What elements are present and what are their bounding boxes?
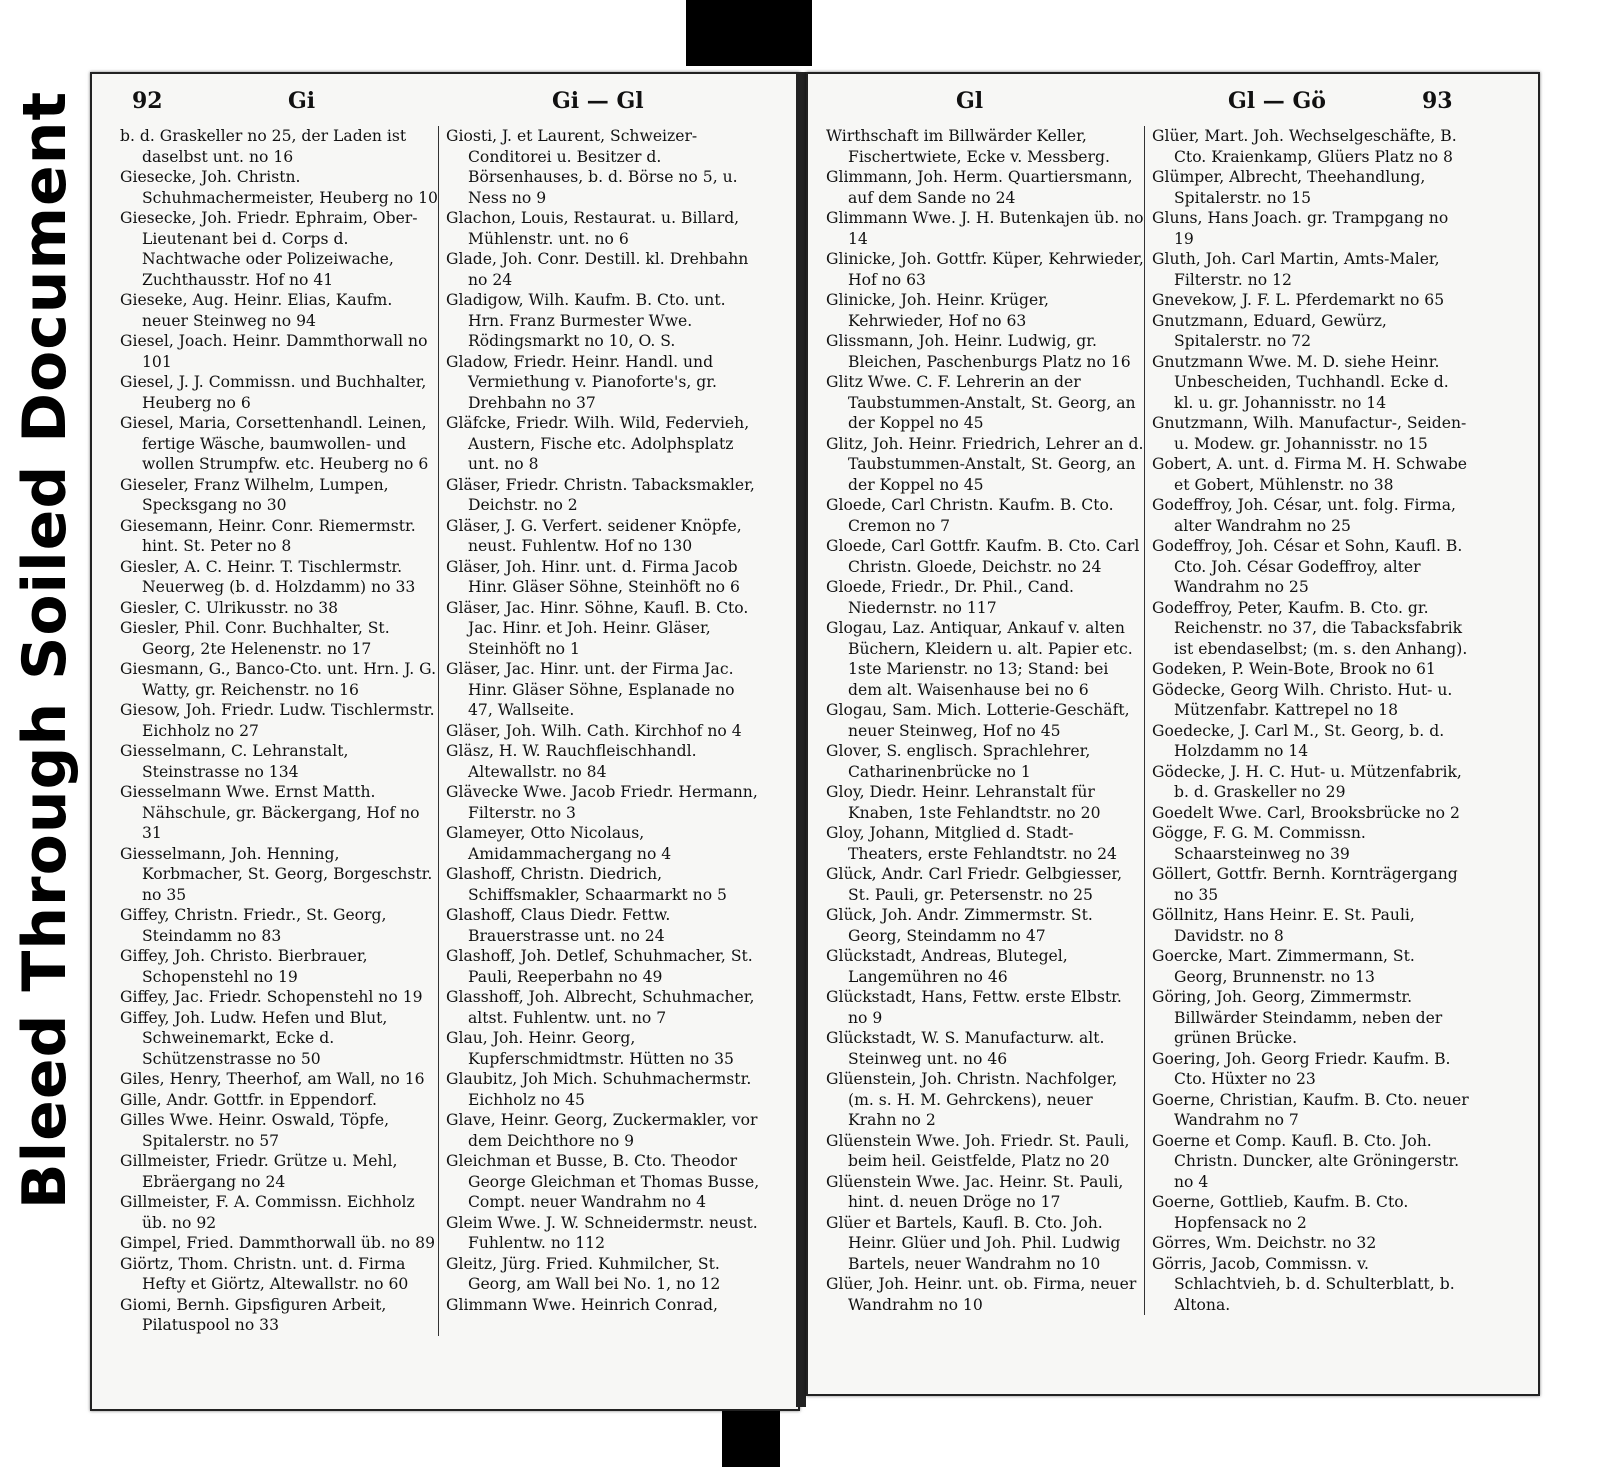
directory-entry: Glückstadt, Andreas, Blutegel, Langemühren no 46 [826, 947, 1068, 986]
directory-entry: Glückstadt, W. S. Manufacturw. alt. Steinweg unt. no 46 [826, 1029, 1105, 1068]
directory-entry: Glashoff, Christn. Diedrich, Schiffsmakler, Schaarmarkt no 5 [446, 865, 727, 904]
right-page [806, 72, 1540, 1396]
directory-entry: Gloede, Carl Christn. Kaufm. B. Cto. Cremon no 7 [826, 496, 1114, 535]
directory-entry: Glinicke, Joh. Gottfr. Küper, Kehrwieder, Hof no 63 [826, 250, 1144, 289]
directory-entry: Glimmann, Joh. Herm. Quartiersmann, auf dem Sande no 24 [826, 168, 1133, 207]
directory-entry: Giesel, J. J. Commissn. und Buchhalter, Heuberg no 6 [120, 373, 427, 412]
directory-entry: Giesecke, Joh. Friedr. Ephraim, Ober-Lieutenant bei d. Corps d. Nachtwache oder Polizeiwache, Zuchthausstr. Hof no 41 [120, 209, 418, 289]
directory-entry: Gödecke, J. H. C. Hut- u. Mützenfabrik, b. d. Graskeller no 29 [1152, 762, 1462, 801]
directory-entry: Godeffroy, Joh. César et Sohn, Kaufl. B. Cto. Joh. César Godeffroy, alter Wandrahm no 25 [1152, 537, 1463, 596]
directory-entry: Glasshoff, Joh. Albrecht, Schuhmacher, altst. Fuhlentw. unt. no 7 [446, 988, 755, 1027]
directory-entry: Gobert, A. unt. d. Firma M. H. Schwabe et Gobert, Mühlenstr. no 38 [1152, 455, 1468, 494]
directory-entry: Goerne et Comp. Kaufl. B. Cto. Joh. Christn. Duncker, alte Gröningerstr. no 4 [1152, 1131, 1460, 1191]
directory-entry: Gögge, F. G. M. Commissn. Schaarsteinweg no 39 [1152, 824, 1366, 863]
directory-entry: Gilles Wwe. Heinr. Oswald, Töpfe, Spitalerstr. no 57 [120, 1111, 390, 1150]
directory-entry: Gläser, Joh. Hinr. unt. d. Firma Jacob Hinr. Gläser Söhne, Steinhöft no 6 [446, 557, 740, 596]
directory-entry: Glüer, Joh. Heinr. unt. ob. Firma, neuer Wandrahm no 10 [826, 1275, 1137, 1314]
running-head-right-center: Gl [956, 88, 984, 114]
page-number-left: 92 [132, 88, 163, 114]
directory-entry: Godeffroy, Joh. César, unt. folg. Firma, alter Wandrahm no 25 [1152, 496, 1456, 535]
directory-entry: Gillmeister, F. A. Commissn. Eichholz üb. no 92 [120, 1193, 415, 1232]
directory-entry: Glüer et Bartels, Kaufl. B. Cto. Joh. Heinr. Glüer und Joh. Phil. Ludwig Bartels, neuer Wandrahm no 10 [826, 1213, 1121, 1273]
directory-entry: Glüer, Mart. Joh. Wechselgeschäfte, B. Cto. Kraienkamp, Glüers Platz no 8 [1152, 127, 1457, 166]
directory-entry: Gluns, Hans Joach. gr. Trampgang no 19 [1152, 209, 1449, 248]
directory-entry: Giosti, J. et Laurent, Schweizer-Conditorei u. Besitzer d. Börsenhauses, b. d. Börse no 5, u. Ness no 9 [446, 127, 738, 207]
directory-entry: Göring, Joh. Georg, Zimmermstr. Billwärder Steindamm, neben der grünen Brücke. [1152, 988, 1443, 1047]
directory-entry: Giesmann, G., Banco-Cto. unt. Hrn. J. G. Watty, gr. Reichenstr. no 16 [120, 660, 437, 699]
directory-entry: Gladigow, Wilh. Kaufm. B. Cto. unt. Hrn. Franz Burmester Wwe. Rödingsmarkt no 10, O. S. [446, 291, 726, 350]
directory-entry: Goercke, Mart. Zimmermann, St. Georg, Brunnenstr. no 13 [1152, 947, 1415, 986]
running-head-left: Gi [288, 88, 316, 114]
directory-entry: Glimmann Wwe. Heinrich Conrad, [446, 1295, 718, 1314]
directory-entry: Glävecke Wwe. Jacob Friedr. Hermann, Filterstr. no 3 [446, 783, 758, 822]
directory-entry: Gnutzmann Wwe. M. D. siehe Heinr. Unbescheiden, Tuchhandl. Ecke d. kl. u. gr. Johannisstr. no 14 [1152, 352, 1449, 412]
directory-entry: Glogau, Laz. Antiquar, Ankauf v. alten Büchern, Kleidern u. alt. Papier etc. 1ste Marienstr. no 13; Stand: bei dem alt. Waisenhause bei no 6 [826, 619, 1133, 699]
directory-entry: Glameyer, Otto Nicolaus, Amidammachergang no 4 [446, 824, 672, 863]
directory-entry: Giesler, A. C. Heinr. T. Tischlermstr. Neuerweg (b. d. Holzdamm) no 33 [120, 557, 416, 596]
directory-entry: Glogau, Sam. Mich. Lotterie-Geschäft, neuer Steinweg, Hof no 45 [826, 701, 1130, 740]
directory-entry: Giesow, Joh. Friedr. Ludw. Tischlermstr. Eichholz no 27 [120, 701, 435, 740]
directory-entry: Gladow, Friedr. Heinr. Handl. und Vermiethung v. Pianoforte's, gr. Drehbahn no 37 [446, 352, 717, 412]
directory-entry: Gläser, Jac. Hinr. Söhne, Kaufl. B. Cto. Jac. Hinr. et Joh. Heinr. Gläser, Steinhöft no 1 [446, 598, 749, 658]
directory-entry: Gluth, Joh. Carl Martin, Amts-Maler, Filterstr. no 12 [1152, 250, 1440, 289]
directory-entry: Gläser, J. G. Verfert. seidener Knöpfe, neust. Fuhlentw. Hof no 130 [446, 516, 742, 555]
directory-entry: Godeffroy, Peter, Kaufm. B. Cto. gr. Reichenstr. no 37, die Tabacksfabrik ist ebendaselbst; (m. s. den Anhang). [1152, 598, 1468, 658]
directory-entry: Goerne, Gottlieb, Kaufm. B. Cto. Hopfensack no 2 [1152, 1193, 1409, 1232]
directory-entry: Giesselmann, C. Lehranstalt, Steinstrasse no 134 [120, 742, 349, 781]
directory-entry: Giesler, C. Ulrikusstr. no 38 [120, 598, 339, 617]
directory-entry: Glück, Joh. Andr. Zimmermstr. St. Georg, Steindamm no 47 [826, 906, 1093, 945]
book-spine [796, 72, 806, 1407]
directory-entry: Gieseke, Aug. Heinr. Elias, Kaufm. neuer Steinweg no 94 [120, 291, 393, 330]
directory-entry: Wirthschaft im Billwärder Keller, Fischertwiete, Ecke v. Messberg. [826, 127, 1110, 166]
page-number-right: 93 [1422, 88, 1453, 114]
directory-entry: Gloede, Friedr., Dr. Phil., Cand. Niedernstr. no 117 [826, 578, 1075, 617]
directory-entry: Giesselmann, Joh. Henning, Korbmacher, St. Georg, Borgeschstr. no 35 [120, 844, 433, 904]
directory-entry: Gnevekow, J. F. L. Pferdemarkt no 65 [1152, 291, 1445, 309]
directory-entry: Görris, Jacob, Commissn. v. Schlachtvieh, b. d. Schulterblatt, b. Altona. [1152, 1254, 1455, 1314]
directory-entry: Goering, Joh. Georg Friedr. Kaufm. B. Cto. Hüxter no 23 [1152, 1049, 1451, 1088]
directory-entry: Glashoff, Claus Diedr. Fettw. Brauerstrasse unt. no 24 [446, 906, 671, 945]
directory-entry: Gnutzmann, Wilh. Manufactur-, Seiden- u. Modew. gr. Johannisstr. no 15 [1152, 414, 1467, 453]
directory-entry: Göllert, Gottfr. Bernh. Kornträgergang no 35 [1152, 865, 1458, 904]
directory-entry: Glinicke, Joh. Heinr. Krüger, Kehrwieder, Hof no 63 [826, 291, 1049, 330]
directory-entry: Giesel, Maria, Corsettenhandl. Leinen, fertige Wäsche, baumwollen- und wollen Strumpfw. etc. Heuberg no 6 [120, 414, 429, 473]
directory-entry: Giffey, Joh. Christo. Bierbrauer, Schopenstehl no 19 [120, 947, 368, 986]
directory-entry: Gläsz, H. W. Rauchfleischhandl. Altewallstr. no 84 [446, 742, 697, 781]
directory-entry: Giesselmann Wwe. Ernst Matth. Nähschule, gr. Bäckergang, Hof no 31 [120, 783, 420, 842]
left-page [90, 72, 800, 1411]
directory-entry: Glüenstein Wwe. Jac. Heinr. St. Pauli, hint. d. neuen Dröge no 17 [826, 1172, 1124, 1211]
directory-entry: Gleitz, Jürg. Fried. Kuhmilcher, St. Georg, am Wall bei No. 1, no 12 [446, 1254, 721, 1293]
directory-entry: Glover, S. englisch. Sprachlehrer, Catharinenbrücke no 1 [826, 742, 1091, 781]
directory-entry: Glümper, Albrecht, Theehandlung, Spitalerstr. no 15 [1152, 168, 1426, 207]
running-head-left-center: Gi — Gl [552, 88, 644, 114]
directory-entry: Giffey, Christn. Friedr., St. Georg, Steindamm no 83 [120, 906, 387, 945]
directory-entry: Giomi, Bernh. Gipsfiguren Arbeit, Pilatuspool no 33 [120, 1295, 387, 1334]
directory-entry: Gloy, Johann, Mitglied d. Stadt-Theaters, erste Fehlandtstr. no 24 [826, 824, 1117, 863]
directory-entry: Gieseler, Franz Wilhelm, Lumpen, Specksgang no 30 [120, 475, 389, 514]
directory-entry: Glüenstein, Joh. Christn. Nachfolger, (m. s. H. M. Gehrckens), neuer Krahn no 2 [826, 1070, 1118, 1129]
directory-entry: Glitz Wwe. C. F. Lehrerin an der Taubstummen-Anstalt, St. Georg, an der Koppel no 45 [826, 373, 1136, 432]
directory-entry: Goerne, Christian, Kaufm. B. Cto. neuer Wandrahm no 7 [1152, 1090, 1469, 1129]
directory-entry: Göllnitz, Hans Heinr. E. St. Pauli, Davidstr. no 8 [1152, 906, 1415, 945]
directory-entry: Gimpel, Fried. Dammthorwall üb. no 89 [120, 1234, 435, 1252]
directory-entry: Glashoff, Joh. Detlef, Schuhmacher, St. Pauli, Reeperbahn no 49 [446, 947, 753, 986]
directory-entry: Gloede, Carl Gottfr. Kaufm. B. Cto. Carl Christn. Gloede, Deichstr. no 24 [826, 537, 1140, 576]
directory-entry: Glissmann, Joh. Heinr. Ludwig, gr. Bleichen, Paschenburgs Platz no 16 [826, 332, 1131, 371]
directory-entry: Glachon, Louis, Restaurat. u. Billard, Mühlenstr. unt. no 6 [446, 209, 740, 248]
directory-entry: Godeken, P. Wein-Bote, Brook no 61 [1152, 660, 1436, 678]
directory-entry: Glückstadt, Hans, Fettw. erste Elbstr. no 9 [826, 988, 1122, 1027]
directory-entry: Gödecke, Georg Wilh. Christo. Hut- u. Mützenfabr. Kattrepel no 18 [1152, 680, 1453, 719]
right-page-column-1 [826, 126, 1145, 1315]
directory-entry: Giörtz, Thom. Christn. unt. d. Firma Hefty et Giörtz, Altewallstr. no 60 [120, 1254, 409, 1293]
directory-entry: Glave, Heinr. Georg, Zuckermakler, vor dem Deichthore no 9 [446, 1111, 758, 1150]
directory-entry: Gloy, Diedr. Heinr. Lehranstalt für Knaben, 1ste Fehlandtstr. no 20 [826, 783, 1101, 822]
edge-banner [0, 0, 90, 1300]
directory-entry: Glimmann Wwe. J. H. Butenkajen üb. no 14 [826, 209, 1144, 248]
directory-entry: Giles, Henry, Theerhof, am Wall, no 16 [120, 1070, 425, 1088]
edge-label: Bleed Through Soiled Document [10, 90, 80, 1210]
directory-entry: Gläser, Jac. Hinr. unt. der Firma Jac. Hinr. Gläser Söhne, Esplanade no 47, Wallseite. [446, 660, 735, 719]
right-page-column-2 [1152, 126, 1470, 1315]
directory-entry: Gläser, Joh. Wilh. Cath. Kirchhof no 4 [446, 721, 742, 740]
directory-entry: Gillmeister, Friedr. Grütze u. Mehl, Ebräergang no 24 [120, 1152, 398, 1191]
binder-clip-top [686, 0, 812, 66]
left-page-column-1 [120, 126, 439, 1336]
directory-entry: Görres, Wm. Deichstr. no 32 [1152, 1234, 1377, 1252]
directory-entry: Glüenstein Wwe. Joh. Friedr. St. Pauli, beim heil. Geistfelde, Platz no 20 [826, 1131, 1130, 1170]
directory-entry: Glau, Joh. Heinr. Georg, Kupferschmidtmstr. Hütten no 35 [446, 1029, 734, 1068]
directory-entry: Goedelt Wwe. Carl, Brooksbrücke no 2 [1152, 803, 1460, 822]
directory-entry: Giffey, Joh. Ludw. Hefen und Blut, Schweinemarkt, Ecke d. Schützenstrasse no 50 [120, 1008, 388, 1068]
directory-entry: Giffey, Jac. Friedr. Schopenstehl no 19 [120, 988, 423, 1006]
directory-entry: Glück, Andr. Carl Friedr. Gelbgiesser, St. Pauli, gr. Petersenstr. no 25 [826, 865, 1123, 904]
directory-entry: Gleim Wwe. J. W. Schneidermstr. neust. Fuhlentw. no 112 [446, 1213, 758, 1252]
directory-entry: Gläfcke, Friedr. Wilh. Wild, Federvieh, Austern, Fische etc. Adolphsplatz unt. no 8 [446, 414, 750, 473]
running-head-right: Gl — Gö [1228, 88, 1326, 114]
directory-entry: Gnutzmann, Eduard, Gewürz, Spitalerstr. no 72 [1152, 311, 1387, 350]
directory-entry: Glade, Joh. Conr. Destill. kl. Drehbahn no 24 [446, 250, 749, 289]
directory-entry: Giesler, Phil. Conr. Buchhalter, St. Georg, 2te Helenenstr. no 17 [120, 619, 390, 658]
directory-entry: Giesemann, Heinr. Conr. Riemermstr. hint. St. Peter no 8 [120, 516, 416, 555]
directory-entry: Goedecke, J. Carl M., St. Georg, b. d. Holzdamm no 14 [1152, 721, 1445, 760]
directory-entry: Gille, Andr. Gottfr. in Eppendorf. [120, 1090, 377, 1109]
directory-entry: Giesecke, Joh. Christn. Schuhmachermeister, Heuberg no 10 [120, 168, 438, 207]
directory-entry: Giesel, Joach. Heinr. Dammthorwall no 101 [120, 332, 428, 371]
directory-entry: Gleichman et Busse, B. Cto. Theodor George Gleichman et Thomas Busse, Compt. neuer Wandrahm no 4 [446, 1152, 760, 1211]
left-page-column-2 [446, 126, 764, 1315]
directory-entry: Gläser, Friedr. Christn. Tabacksmakler, Deichstr. no 2 [446, 475, 755, 514]
directory-entry: Glaubitz, Joh Mich. Schuhmachermstr. Eichholz no 45 [446, 1070, 752, 1109]
directory-entry: b. d. Graskeller no 25, der Laden ist daselbst unt. no 16 [120, 127, 407, 166]
directory-entry: Glitz, Joh. Heinr. Friedrich, Lehrer an d. Taubstummen-Anstalt, St. Georg, an der Koppel no 45 [826, 434, 1144, 494]
